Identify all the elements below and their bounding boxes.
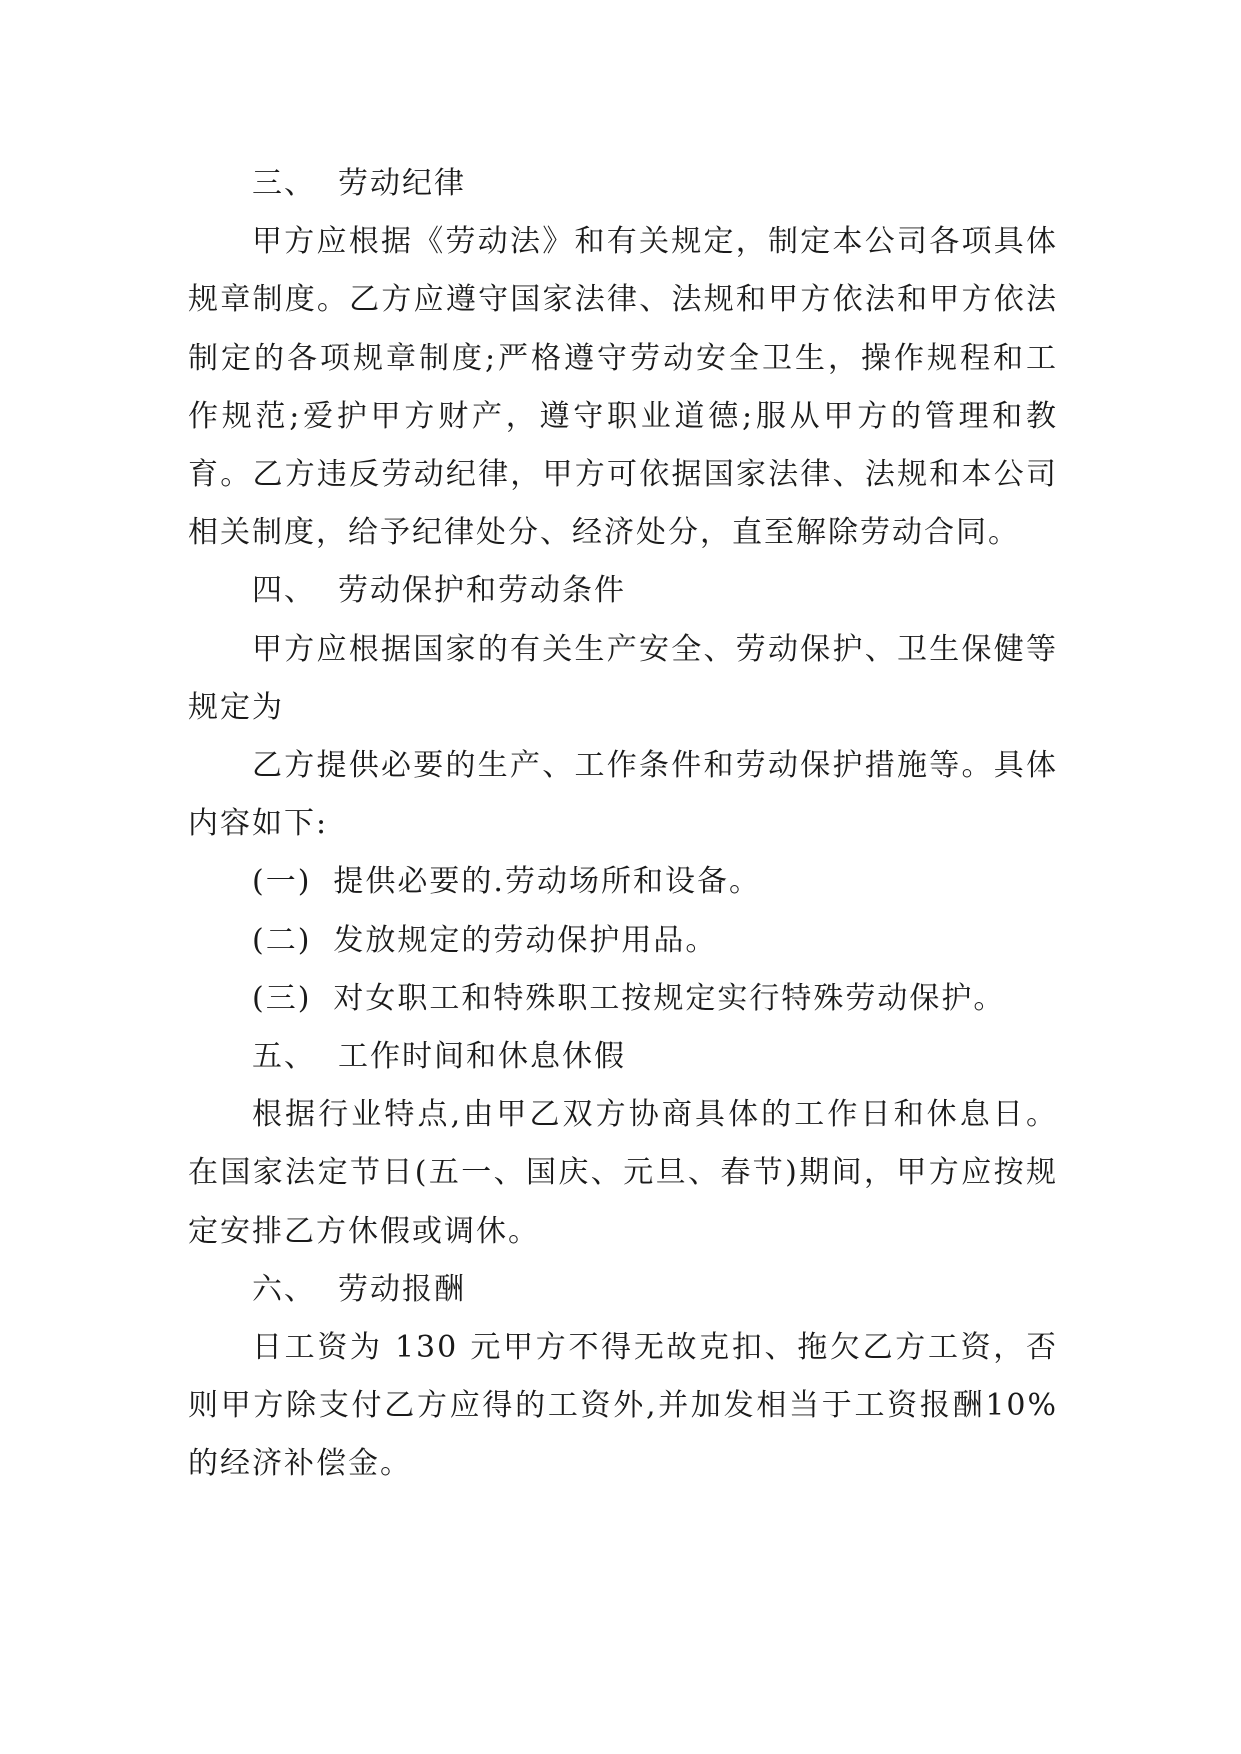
list-item-2 bbox=[188, 912, 1058, 970]
section-heading-5 bbox=[188, 1028, 1058, 1086]
section-title: 劳动报酬 bbox=[338, 1271, 466, 1307]
list-text: 发放规定的劳动保护用品。 bbox=[333, 922, 718, 958]
section-number: 五、 bbox=[252, 1039, 316, 1075]
list-number: (二) bbox=[252, 922, 312, 958]
section-heading-4 bbox=[188, 562, 1058, 620]
section-number: 六、 bbox=[252, 1271, 316, 1307]
section-number: 三、 bbox=[252, 166, 316, 201]
paragraph: 乙方提供必要的生产、工作条件和劳动保护措施等。具体内容如下: bbox=[188, 748, 1058, 842]
list-text: 提供必要的.劳动场所和设备。 bbox=[333, 864, 761, 900]
paragraph: 甲方应根据《劳动法》和有关规定，制定本公司各项具体规章制度。乙方应遵守国家法律、法规和甲方依法和甲方依法制定的各项规章制度;严格遵守劳动安全卫生，操作规程和工作规范;爱护甲方财产，遵守职业道德;服从甲方的管理和教育。乙方违反劳动纪律，甲方可依据国家法律、法规和本公司相关制度，给予纪律处分、经济处分，直至解除劳动合同。 bbox=[188, 224, 1058, 551]
list-text: 对女职工和特殊职工按规定实行特殊劳动保护。 bbox=[333, 980, 1006, 1016]
paragraph: 根据行业特点,由甲乙双方协商具体的工作日和休息日。在国家法定节日(五一、国庆、元旦、春节)期间，甲方应按规定安排乙方休假或调休。 bbox=[188, 1097, 1058, 1249]
section-heading-3 bbox=[188, 155, 1058, 213]
section-number: 四、 bbox=[252, 573, 316, 609]
list-item-1 bbox=[188, 853, 1058, 911]
document-body bbox=[188, 155, 1058, 1494]
list-number: (一) bbox=[252, 864, 312, 900]
section-heading-6 bbox=[188, 1261, 1058, 1319]
list-number: (三) bbox=[252, 980, 312, 1016]
section-title: 劳动纪律 bbox=[338, 166, 466, 201]
section-title: 劳动保护和劳动条件 bbox=[338, 573, 626, 609]
section-title: 工作时间和休息休假 bbox=[338, 1039, 626, 1075]
paragraph: 日工资为 130 元甲方不得无故克扣、拖欠乙方工资，否则甲方除支付乙方应得的工资外,并加发相当于工资报酬10%的经济补偿金。 bbox=[188, 1330, 1058, 1482]
paragraph: 甲方应根据国家的有关生产安全、劳动保护、卫生保健等规定为 bbox=[188, 631, 1058, 725]
list-item-3 bbox=[188, 970, 1058, 1028]
